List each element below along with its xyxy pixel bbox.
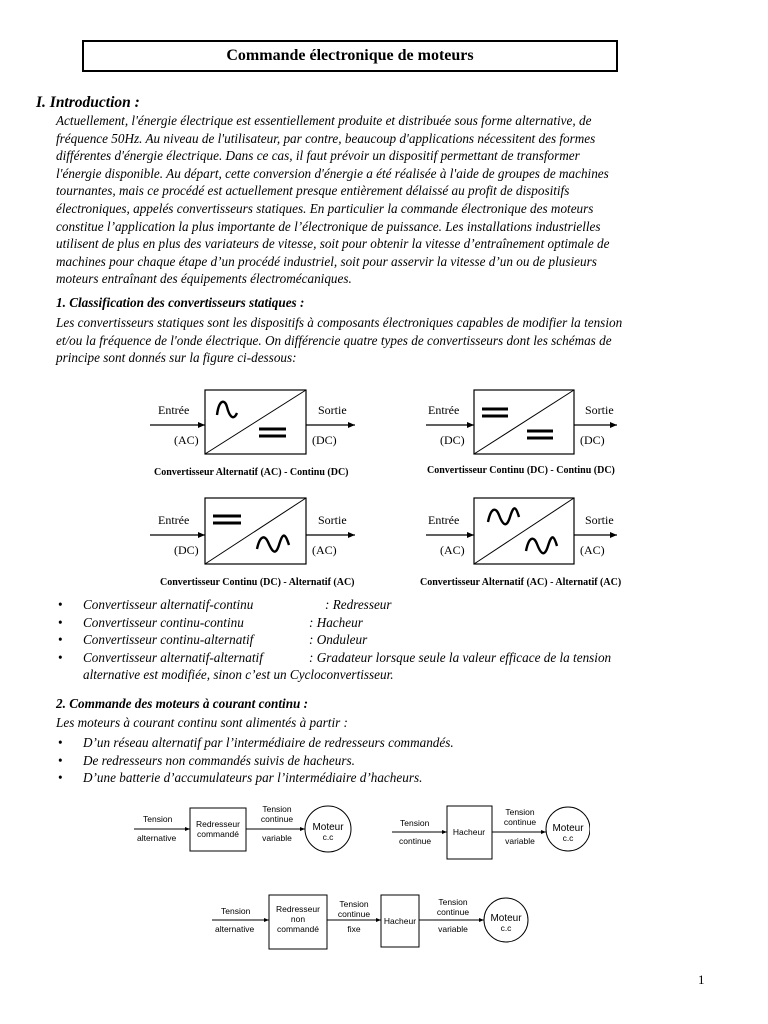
converter-dc-dc: [426, 390, 617, 476]
flow-mid-top: continue: [436, 907, 470, 917]
intro-line: électroniques, appelés convertisseurs statiques. En particulier la commande électronique des moteurs: [56, 200, 594, 216]
converter-output-type: (DC): [312, 433, 337, 447]
converter-description-continued: alternative est modifiée, sinon c’est un Cycloconvertisseur.: [83, 667, 394, 682]
converter-output-type: (AC): [580, 543, 605, 557]
flow-input-top: Tension: [143, 814, 173, 824]
motor-label-sub: c.c: [500, 923, 512, 933]
converter-type: Convertisseur continu-alternatif: [83, 632, 254, 647]
intro-line: fréquence 50Hz. Au niveau de l'utilisateur, par contre, beaucoup d'applications nécessitent des formes: [56, 130, 596, 146]
converter-description: : Gradateur lorsque seule la valeur efficace de la tension: [309, 649, 612, 665]
classification-line: principe sont donnés sur la figure ci-dessous:: [56, 350, 297, 366]
converter-output-type: (AC): [312, 543, 337, 557]
flow-input-top: Tension: [400, 818, 430, 828]
flow-input-bottom: alternative: [137, 833, 177, 843]
converter-ac-ac: [420, 498, 621, 588]
flow-mid-bottom: variable: [262, 833, 292, 843]
converter-caption: Convertisseur Continu (DC) - Continu (DC): [427, 465, 615, 476]
list-item: • D’une batterie d’accumulateurs par l’intermédiaire d’hacheurs.: [56, 769, 720, 787]
flow-mid-top: continue: [260, 814, 294, 824]
converter-diagrams: [120, 385, 640, 590]
dc-motor-block-diagrams: [120, 795, 590, 955]
subsection-heading-classification: 1. Classification des convertisseurs statiques :: [56, 295, 305, 310]
intro-line: moteurs entraînant des équipements électromécaniques.: [56, 271, 352, 287]
flow-block-text: Redresseur: [196, 819, 240, 829]
dc-motors-intro: Les moteurs à courant continu sont alimentés à partir :: [56, 715, 348, 730]
flow-mid-bottom: fixe: [347, 924, 361, 934]
ac-wave-icon: [488, 508, 519, 524]
block-diagram-b: [392, 806, 590, 859]
intro-line: utilisent de plus en plus des variateurs de vitesse, soit pour obtenir la vitesse d’entraînement optimale de: [56, 236, 610, 252]
converter-type: Convertisseur alternatif-continu: [83, 597, 254, 612]
converter-type: Convertisseur continu-continu: [83, 614, 244, 630]
list-item: [56, 614, 720, 632]
motor-label: Moteur: [552, 823, 584, 834]
flow-mid-top: continue: [337, 909, 371, 919]
block-diagram-c: [212, 895, 528, 949]
flow-input-bottom: alternative: [215, 924, 255, 934]
motor-label-sub: c.c: [322, 832, 334, 842]
flow-input-top: Tension: [221, 906, 251, 916]
flow-mid-top: Tension: [339, 899, 369, 909]
converter-output-label: Sortie: [585, 513, 614, 527]
converter-input-type: (AC): [174, 433, 199, 447]
converter-input-label: Entrée: [428, 513, 460, 527]
list-item: • De redresseurs non commandés suivis de hacheurs.: [56, 752, 720, 770]
converter-caption: Convertisseur Alternatif (AC) - Alternatif (AC): [420, 577, 622, 588]
flow-mid-top: Tension: [438, 897, 468, 907]
flow-block-text: non: [290, 914, 306, 924]
flow-mid-top: continue: [503, 817, 537, 827]
page-number: 1: [698, 972, 705, 987]
intro-line: Actuellement, l'énergie électrique est essentiellement produite et distribuée sous forme alternative, de: [56, 113, 592, 128]
converter-input-type: (AC): [440, 543, 465, 557]
converter-input-label: Entrée: [158, 403, 190, 417]
flow-block-text: Hacheur: [383, 916, 417, 926]
ac-wave-icon: [257, 536, 289, 552]
converter-description: : Hacheur: [309, 614, 363, 630]
converter-description: : Onduleur: [309, 632, 368, 647]
intro-line: constitue l’application la plus importante de l’électronique de puissance. Les installations industrielles: [56, 218, 601, 234]
converter-ac-dc: [150, 390, 355, 478]
classification-paragraph: [56, 314, 720, 367]
motor-label: Moteur: [490, 913, 522, 924]
converter-output-label: Sortie: [318, 513, 347, 527]
list-item: [56, 631, 720, 649]
flow-block-text: commandé: [196, 829, 240, 839]
list-item: • D’un réseau alternatif par l’intermédiaire de redresseurs commandés.: [56, 734, 720, 752]
intro-line: machines pour chaque étape d’un procédé industriel, soit pour asservir la vitesse d’un ou de plusieurs: [56, 253, 597, 269]
document-title: Commande électronique de moteurs: [226, 47, 474, 64]
converter-input-label: Entrée: [158, 513, 190, 527]
motor-label: Moteur: [312, 822, 344, 833]
subsection-heading-dc-motors: 2. Commande des moteurs à courant continu :: [56, 696, 309, 711]
converter-input-type: (DC): [440, 433, 465, 447]
intro-line: l'énergie disponible. Au départ, cette conversion d'énergie a été réalisée à l'aide de groupes de machines: [56, 165, 609, 181]
flow-mid-top: Tension: [505, 807, 535, 817]
flow-mid-bottom: variable: [438, 924, 468, 934]
converter-caption: Convertisseur Alternatif (AC) - Continu (DC): [154, 467, 349, 478]
classification-line: et/ou la fréquence de l'onde électrique. On différencie quatre types de convertisseurs dont les schémas de: [56, 332, 612, 348]
converter-type: Convertisseur alternatif-alternatif: [83, 649, 263, 665]
document-title-box: [82, 40, 618, 72]
list-item: [56, 649, 720, 684]
ac-wave-icon: [526, 537, 557, 553]
intro-line: différentes d'énergie électrique. Dans ce cas, il faut prévoir un dispositif permettant de transformer: [56, 148, 580, 164]
converter-types-list: [56, 596, 720, 684]
converter-dc-ac: [150, 498, 355, 588]
flow-input-bottom: continue: [399, 836, 432, 846]
ac-wave-icon: [217, 402, 237, 417]
converter-caption: Convertisseur Continu (DC) - Alternatif (AC): [160, 577, 355, 588]
flow-mid-bottom: variable: [505, 836, 535, 846]
flow-block-text: commandé: [276, 924, 320, 934]
converter-description: : Redresseur: [325, 597, 392, 612]
flow-block-text: Hacheur: [452, 827, 486, 837]
converter-output-label: Sortie: [318, 403, 347, 417]
list-item: [56, 596, 720, 614]
dc-supply-list: [56, 734, 720, 787]
flow-mid-top: Tension: [262, 804, 292, 814]
intro-line: tournantes, mais ce procédé est actuellement presque entièrement délaissé au profit de dispositifs: [56, 183, 570, 199]
classification-line: Les convertisseurs statiques sont les dispositifs à composants électroniques capables de modifier la tension: [56, 315, 623, 330]
converter-input-label: Entrée: [428, 403, 460, 417]
motor-label-sub: c.c: [562, 833, 574, 843]
converter-output-type: (DC): [580, 433, 605, 447]
converter-input-type: (DC): [174, 543, 199, 557]
block-diagram-a: [134, 804, 351, 852]
converter-output-label: Sortie: [585, 403, 614, 417]
flow-block-text: Redresseur: [276, 904, 320, 914]
intro-paragraph: [56, 112, 720, 288]
section-heading-introduction: I. Introduction :: [36, 94, 140, 111]
